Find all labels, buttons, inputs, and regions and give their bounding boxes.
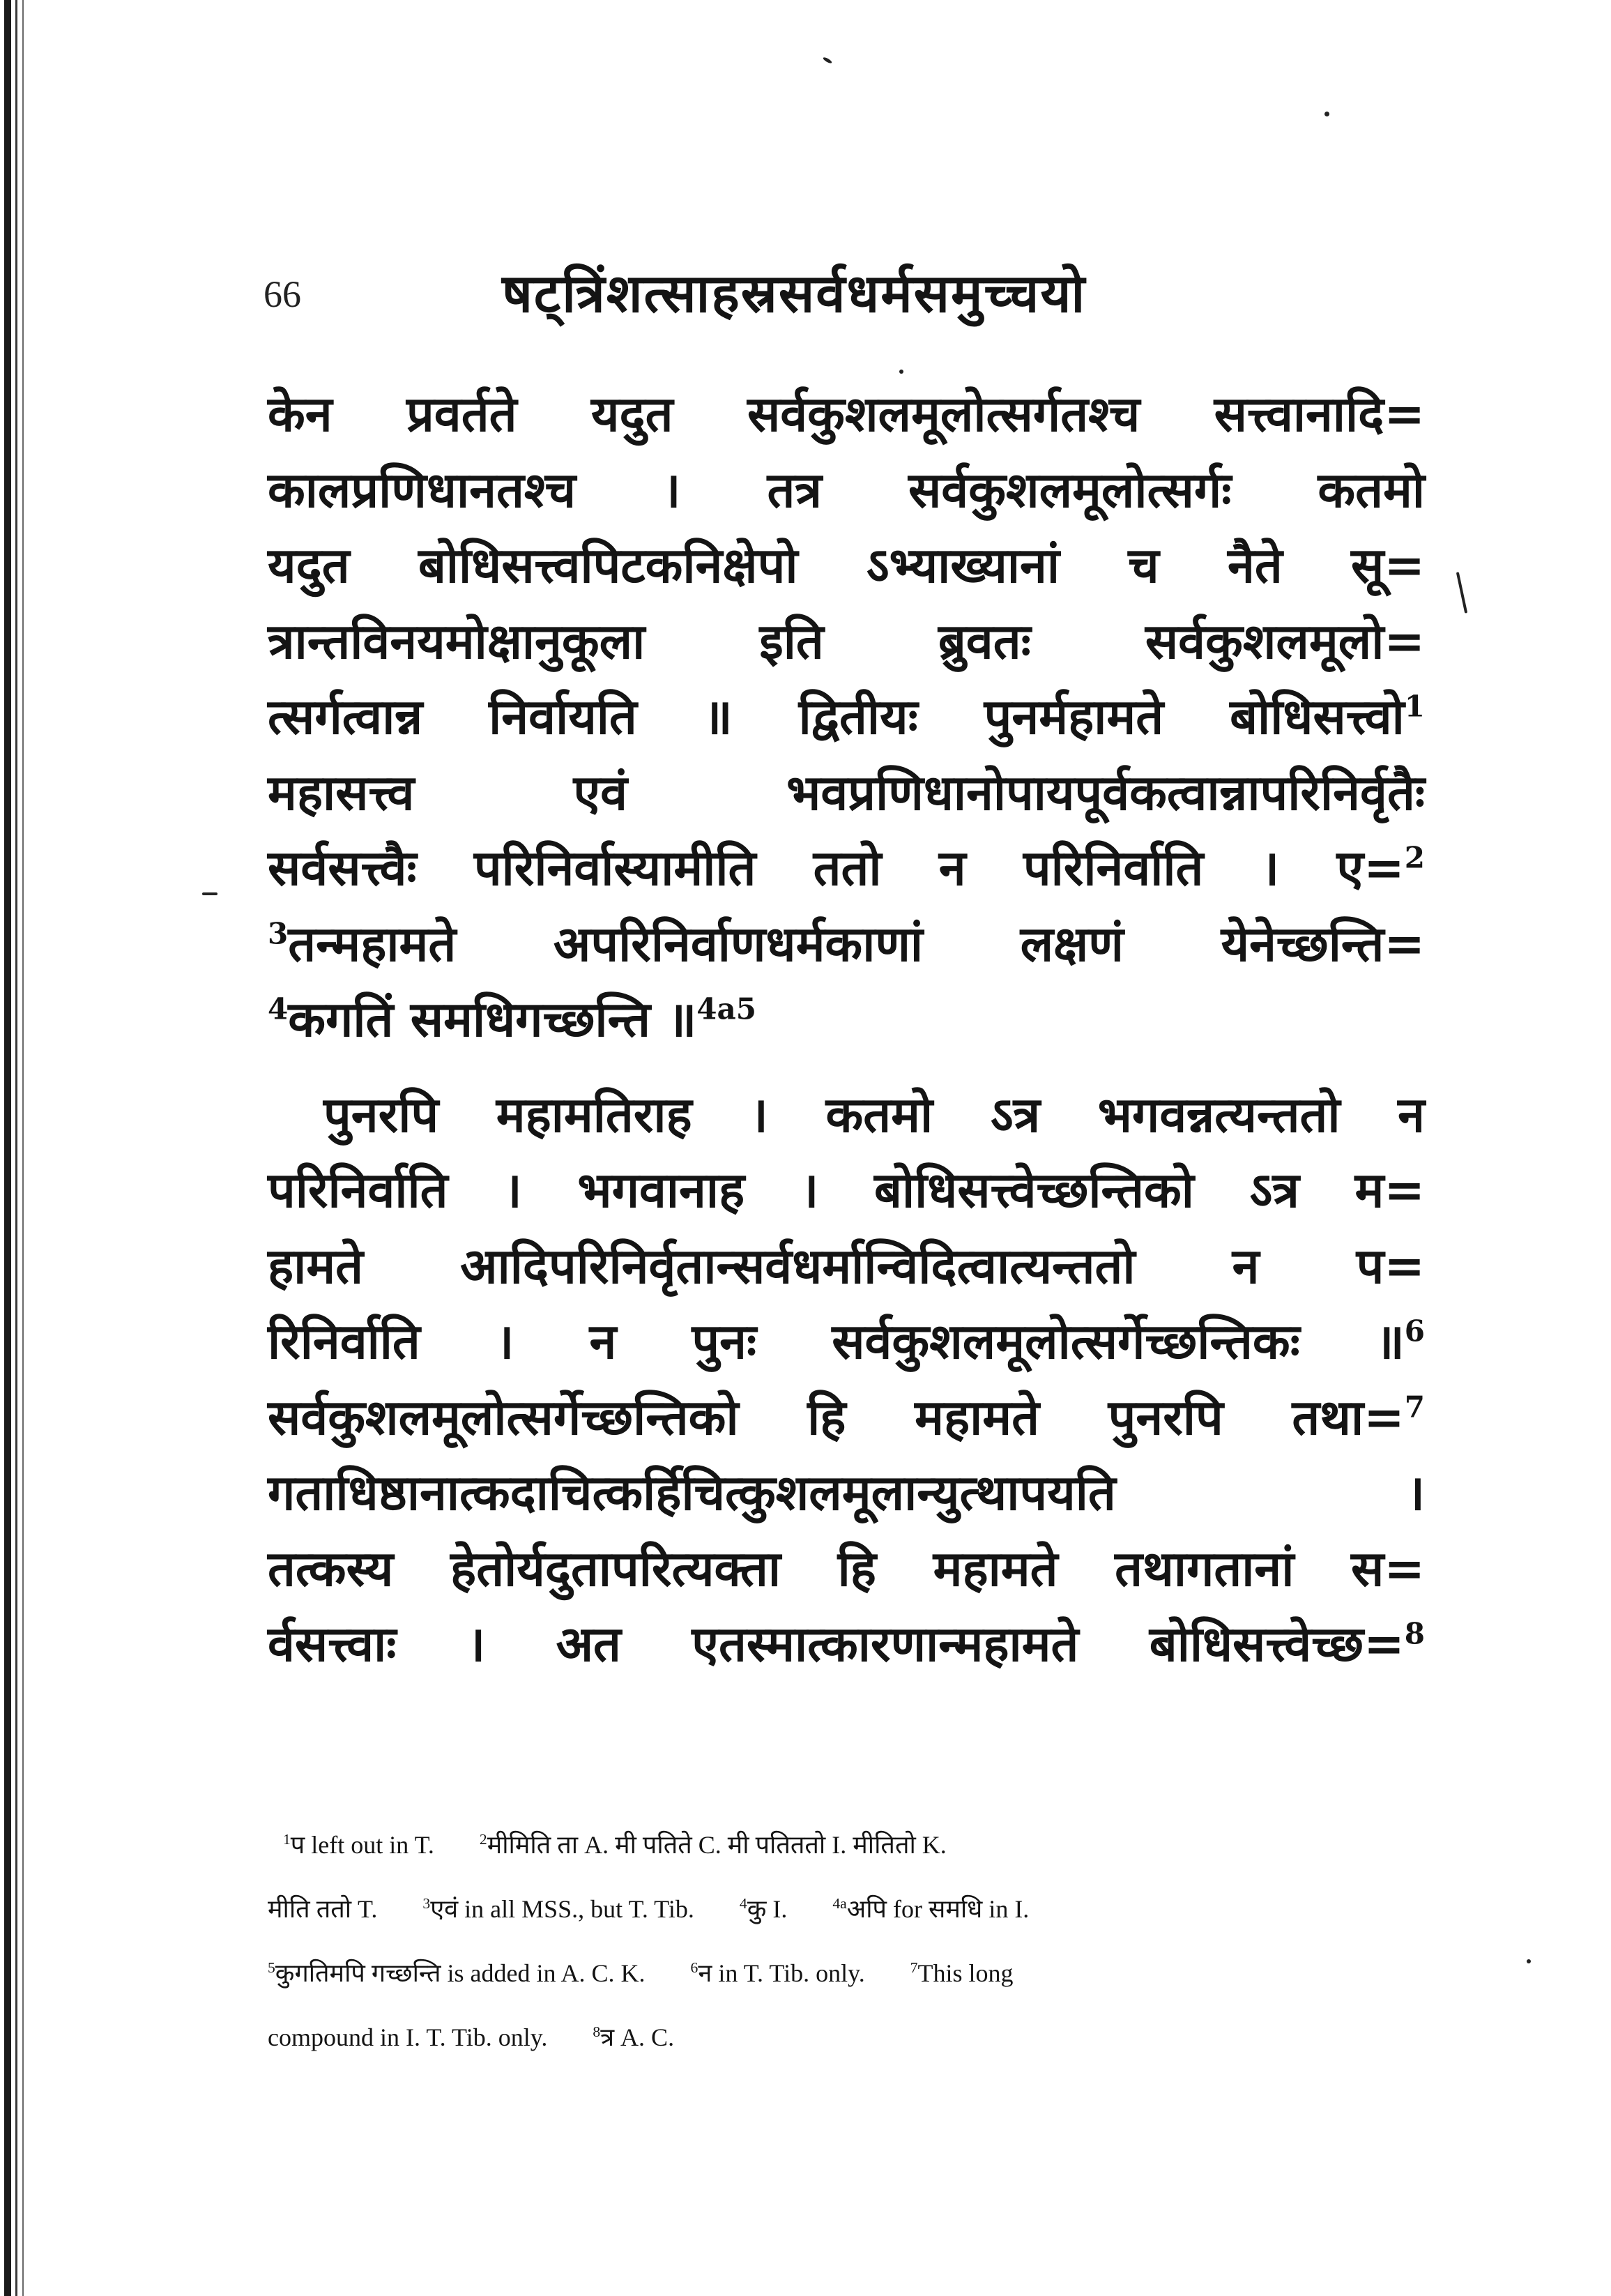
book-spine-edge [0, 0, 28, 2296]
text-line: तत्कस्य हेतोर्यदुतापरित्यक्ता हि महामते तथागतानां स= [268, 1539, 1425, 1597]
print-speck [1527, 1959, 1531, 1963]
footnote-mark-1: 1 [1404, 689, 1425, 724]
footnote-mark-5: 5 [735, 991, 756, 1026]
text-segment: त्सर्गत्वान्न निर्वायति ॥ द्वितीयः पुनर्महामते बोधिसत्त्वो [268, 687, 1405, 745]
text-segment: रिनिर्वाति । न पुनः सर्वकुशलमूलोत्सर्गेच्छन्तिकः ॥ [268, 1312, 1405, 1370]
main-text [268, 377, 1425, 1682]
text-segment: सर्वसत्त्वैः परिनिर्वास्यामीति ततो न परिनिर्वाति । ए= [268, 839, 1405, 897]
text-line: केन प्रवर्तते यदुत सर्वकुशलमूलोत्सर्गतश्च सत्त्वानादि= [268, 385, 1425, 443]
footnote-8: $^8$त्र A. C. [593, 2023, 675, 2051]
text-line [268, 1606, 1425, 1682]
text-segment: तन्महामते अपरिनिर्वाणधर्मकाणां लक्षणं येनेच्छन्ति= [288, 914, 1425, 973]
print-speck [823, 56, 833, 64]
text-line: यदुत बोधिसत्त्वपिटकनिक्षेपो ऽभ्याख्यानां च नैते सू= [268, 536, 1425, 594]
print-speck [202, 892, 217, 895]
footnote-mark-3: 3 [268, 916, 289, 951]
footnote-2: $^2$मीमिति ता A. मी पतिते C. मी पतिततो I. मीतितो K. [479, 1831, 947, 1859]
text-line [268, 906, 1425, 982]
running-head-title: षट्त्रिंशत्साहस्रसर्वधर्मसमुच्चयो [502, 262, 1087, 324]
text-line: गताधिष्ठानात्कदाचित्कर्हिचित्कुशलमूलान्युत्थापयति । [268, 1463, 1425, 1521]
text-line [268, 830, 1425, 906]
text-line [268, 982, 1425, 1058]
footnote-6: $^6$न in T. Tib. only. [690, 1959, 865, 1987]
footnote-1: $^1$प left out in T. [283, 1831, 434, 1859]
footnote-3: $^3$एवं in all MSS., but T. Tib. [422, 1895, 694, 1923]
footnote-mark-6: 6 [1404, 1314, 1425, 1348]
footnote-mark-7: 7 [1404, 1390, 1425, 1424]
text-segment: सर्वकुशलमूलोत्सर्गेच्छन्तिको हि महामते पुनरपि तथा= [268, 1388, 1405, 1446]
footnote-line [268, 1877, 1425, 1941]
text-line: त्रान्तविनयमोक्षानुकूला इति ब्रुवतः सर्वकुशलमूलो= [268, 611, 1425, 670]
print-speck [1456, 572, 1467, 614]
footnote-4a: $^{4a}$अपि for समधि in I. [832, 1895, 1030, 1923]
footnote-line [268, 2005, 1425, 2069]
footnote-4: $^4$कु I. [739, 1895, 788, 1923]
footnote-mark-4: 4 [268, 991, 289, 1026]
footnote-7-continued: compound in I. T. Tib. only. [268, 2023, 548, 2051]
footnote-mark-8: 8 [1404, 1616, 1425, 1651]
footnote-line [268, 1813, 1425, 1877]
text-line: परिनिर्वाति । भगवानाह । बोधिसत्त्वेच्छन्तिको ऽत्र म= [268, 1161, 1425, 1219]
text-line [268, 679, 1425, 755]
text-line: पुनरपि महामतिराह । कतमो ऽत्र भगवन्नत्यन्ततो न [323, 1085, 1425, 1143]
footnotes [268, 1813, 1425, 2069]
footnote-line [268, 1941, 1425, 2005]
footnote-mark-4a: 4a [696, 991, 736, 1026]
text-line: कालप्रणिधानतश्च । तत्र सर्वकुशलमूलोत्सर्गः कतमो [268, 460, 1425, 519]
footnote-5: $^5$कुगतिमपि गच्छन्ति is added in A. C. K. [268, 1959, 646, 1987]
text-segment: कगतिं समधिगच्छन्ति ॥ [288, 990, 697, 1048]
text-line [268, 1304, 1425, 1380]
footnote-7: $^7$This long [910, 1959, 1014, 1987]
footnote-mark-2: 2 [1404, 840, 1425, 875]
text-line: महासत्त्व एवं भवप्रणिधानोपायपूर्वकत्वान्नापरिनिर्वृतैः [268, 763, 1425, 821]
print-speck [899, 370, 903, 374]
text-segment: र्वसत्त्वाः । अत एतस्मात्कारणान्महामते बोधिसत्त्वेच्छ= [268, 1615, 1405, 1673]
print-speck [1324, 112, 1329, 116]
page-number: 66 [264, 273, 301, 315]
text-line [268, 1380, 1425, 1456]
footnote-2-continued: मीति ततो T. [268, 1895, 378, 1923]
text-line: हामते आदिपरिनिर्वृतान्सर्वधर्मान्विदित्वात्यन्ततो न प= [268, 1236, 1425, 1295]
